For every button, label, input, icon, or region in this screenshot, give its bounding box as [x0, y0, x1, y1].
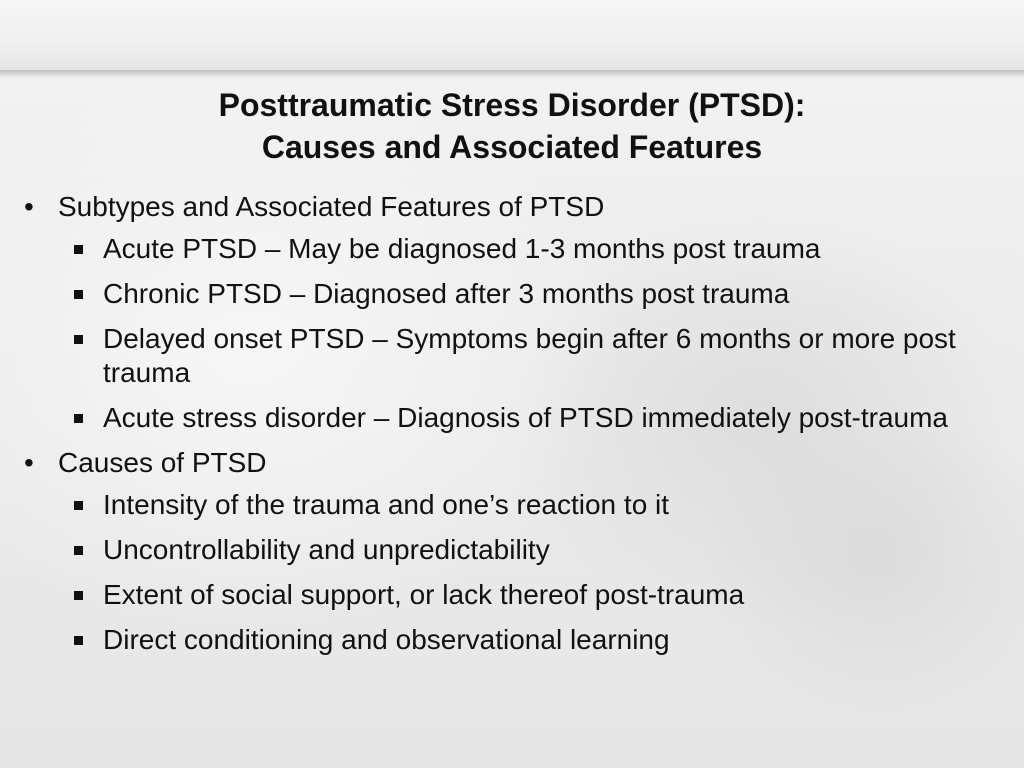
title-line-1: Posttraumatic Stress Disorder (PTSD):: [218, 87, 806, 123]
section-heading: Subtypes and Associated Features of PTSD: [58, 191, 605, 222]
sub-bullet-list: [58, 232, 1000, 435]
list-item: [58, 533, 1000, 567]
slide-title: [0, 84, 1024, 168]
list-item-text: Chronic PTSD – Diagnosed after 3 months post trauma: [103, 278, 790, 309]
bullet-dot-icon: •: [24, 447, 34, 478]
square-bullet-icon: [74, 414, 83, 423]
list-item: [58, 277, 1000, 311]
list-item: [58, 401, 1000, 435]
list-item: [58, 623, 1000, 657]
list-item: [58, 488, 1000, 522]
header-band: [0, 0, 1024, 70]
list-item-text: Uncontrollability and unpredictability: [103, 534, 550, 565]
list-item-text: Direct conditioning and observational learning: [103, 624, 670, 655]
list-item-text: Extent of social support, or lack thereof post-trauma: [103, 579, 745, 610]
list-item-text: Acute stress disorder – Diagnosis of PTSD immediately post-trauma: [103, 402, 948, 433]
list-item-text: Intensity of the trauma and one’s reaction to it: [103, 489, 670, 520]
title-line-2: Causes and Associated Features: [261, 129, 763, 165]
list-item: [58, 578, 1000, 612]
bullet-dot-icon: •: [24, 191, 34, 222]
header-shadow: [0, 70, 1024, 78]
square-bullet-icon: [74, 290, 83, 299]
list-item-text: Delayed onset PTSD – Symptoms begin after 6 months or more post trauma: [103, 323, 956, 388]
section-heading: Causes of PTSD: [58, 447, 267, 478]
square-bullet-icon: [74, 546, 83, 555]
slide-content: [20, 190, 1000, 668]
section-causes: [20, 446, 1000, 657]
bullet-list: [20, 190, 1000, 657]
square-bullet-icon: [74, 335, 83, 344]
square-bullet-icon: [74, 501, 83, 510]
sub-bullet-list: [58, 488, 1000, 657]
square-bullet-icon: [74, 245, 83, 254]
square-bullet-icon: [74, 591, 83, 600]
list-item: [58, 322, 1000, 390]
section-subtypes: [20, 190, 1000, 435]
list-item-text: Acute PTSD – May be diagnosed 1-3 months post trauma: [103, 233, 821, 264]
square-bullet-icon: [74, 636, 83, 645]
list-item: [58, 232, 1000, 266]
